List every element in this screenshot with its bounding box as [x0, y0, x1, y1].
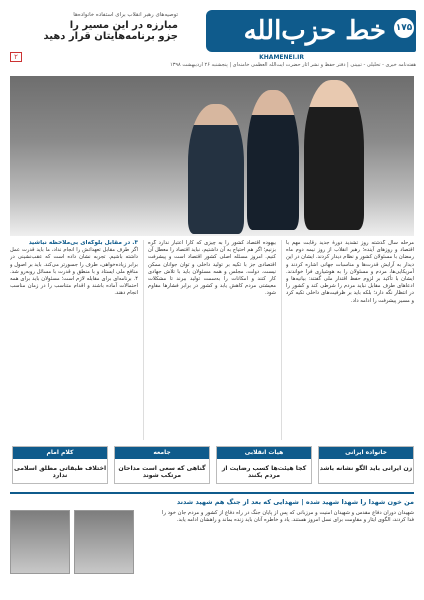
footer-text: شهیدان دوران دفاع مقدس و شهیدان امنیت و مرزبانی که پس از پایان جنگ در راه دفاع از کشور و مردم جان خود را فدا کردند، الگوی ایثار و مقاومت برای نسل امروز هستند. یاد و خاطره آنان باید زنده بماند و راهشان ادامه یابد.: [162, 510, 414, 524]
section-tab-title: زن ایرانی باید الگو نشانه باشد: [319, 465, 413, 472]
section-tab[interactable]: [114, 446, 210, 484]
issue-number-badge: ۱۷۵: [392, 16, 416, 40]
column-divider: [143, 240, 144, 440]
column-text: اگر طرف مقابل تعهداتش را انجام نداد، ما باید قدرت عمل داشته باشیم. تجربه نشان داده است که عقب‌نشینی در برابر زیاده‌خواهی، طرف را جسورتر می‌کند. باید بر اصول و منافع ملی ایستاد و با منطق و قدرت با مسائل روبه‌رو شد. ۴. برنامه‌ای برای مقابله لازم است؛ مسئولان باید برای همه احتمالات آماده باشند و اقدام متناسب را در زمان مناسب انجام دهند.: [10, 247, 138, 297]
footer-title[interactable]: من خون شهدا را شهدا شهید شده | شهدایی که بعد از جنگ هم شهید شدند: [176, 498, 414, 506]
section-tab-title: کجا هیئت‌ها کسب رضایت از مردم بکنند: [221, 465, 307, 479]
masthead-subline: هفته‌نامه خبری - تحلیلی - تبیینی | دفتر حفظ و نشر آثار حضرت آیت‌الله العظمی خامنه‌ای | پنجشنبه ۲۶ اردیبهشت ۱۳۹۸: [170, 62, 416, 68]
section-tab-title: گناهی که سعی است مداحان مرتکب شوند: [118, 465, 206, 479]
section-tab[interactable]: [12, 446, 108, 484]
section-tab-title: اختلاف طبقاتی مطلق اسلامی ندارد: [13, 465, 107, 479]
hero-figure: [304, 80, 364, 230]
footer-article: [10, 492, 414, 594]
section-tab-category: خانواده ایرانی: [319, 447, 413, 459]
column-text: مرحله‌ سال گذشته روز تشدید دورهٔ جدید رقابت مهم با اقتصاد و روزهای آینده؛ رهبر انقلاب از روز نیمه دوم ماه رمضان با مسئولان کشور و نظام دیدار کردند. ایشان در این دیدار به آرایش قدرت‌ها و مناسبات جهانی اشاره کردند و آمریکایی‌ها، مردم و مسئولان را به هوشیاری فرا خواندند. ایشان با تأکید بر لزوم حفظ اقتدار ملی گفتند: بیانیه‌ها و ادعاهای طرف مقابل نباید مردم را شرطی کند و کشور را در انتظار نگه دارد؛ بلکه باید بر ظرفیت‌های داخلی تکیه کرد و مسیر پیشرفت را ادامه داد.: [286, 240, 414, 304]
column-heading: ۳. در مقابل بلوکه‌ای بی‌ملاحظه نباشید: [28, 240, 138, 246]
article-column-2: [148, 240, 276, 440]
masthead: [206, 10, 416, 52]
promo-kicker: توصیه‌های رهبر انقلاب برای استفاده خانواده‌ها: [73, 12, 178, 18]
section-tab-category: هیات انقلابی: [217, 447, 311, 459]
hero-figure: [188, 104, 244, 234]
promo-box[interactable]: [10, 12, 178, 60]
article-column-1: [286, 240, 414, 440]
page-header: [0, 0, 424, 76]
section-tab-category: کلام امام: [13, 447, 107, 459]
column-text: بیهوده اقتصاد کشور را به چیزی که کارا اعتبار ندارد گره بزنیم؛ اگر هم احتیاج به آن داشتیم، نباید اقتصاد را معطل آن کنیم. امروز مسئله اصلی کشور اقتصاد است و پیشرفت اقتصادی جز با تکیه بر تولید داخلی و توان جوانان ممکن نیست. دولت، مجلس و همه مسئولان باید با تلاش جهادی کار کنند و امکانات را به‌سمت تولید ببرند تا مشکلات معیشتی مردم کاهش یابد و کشور در برابر فشارها مقاوم شود.: [148, 240, 276, 297]
masthead-title: خط حزب‌الله: [243, 16, 386, 46]
martyr-photo: [74, 510, 134, 574]
site-label: KHAMENEI.IR: [259, 54, 304, 61]
section-tab[interactable]: [216, 446, 312, 484]
section-tab[interactable]: [318, 446, 414, 484]
promo-title-line1: مبارزه در این مسیر را: [69, 20, 178, 31]
section-tab-category: جامعه: [115, 447, 209, 459]
hero-photo: [10, 76, 414, 236]
martyr-photo: [10, 510, 70, 574]
section-tabs: [10, 446, 414, 486]
promo-page-badge: ۲: [10, 52, 22, 62]
article-column-3: [10, 240, 138, 440]
column-divider: [281, 240, 282, 440]
hero-figure: [247, 90, 299, 230]
promo-title-line2: جزو برنامه‌هایتان قرار دهید: [43, 31, 178, 42]
